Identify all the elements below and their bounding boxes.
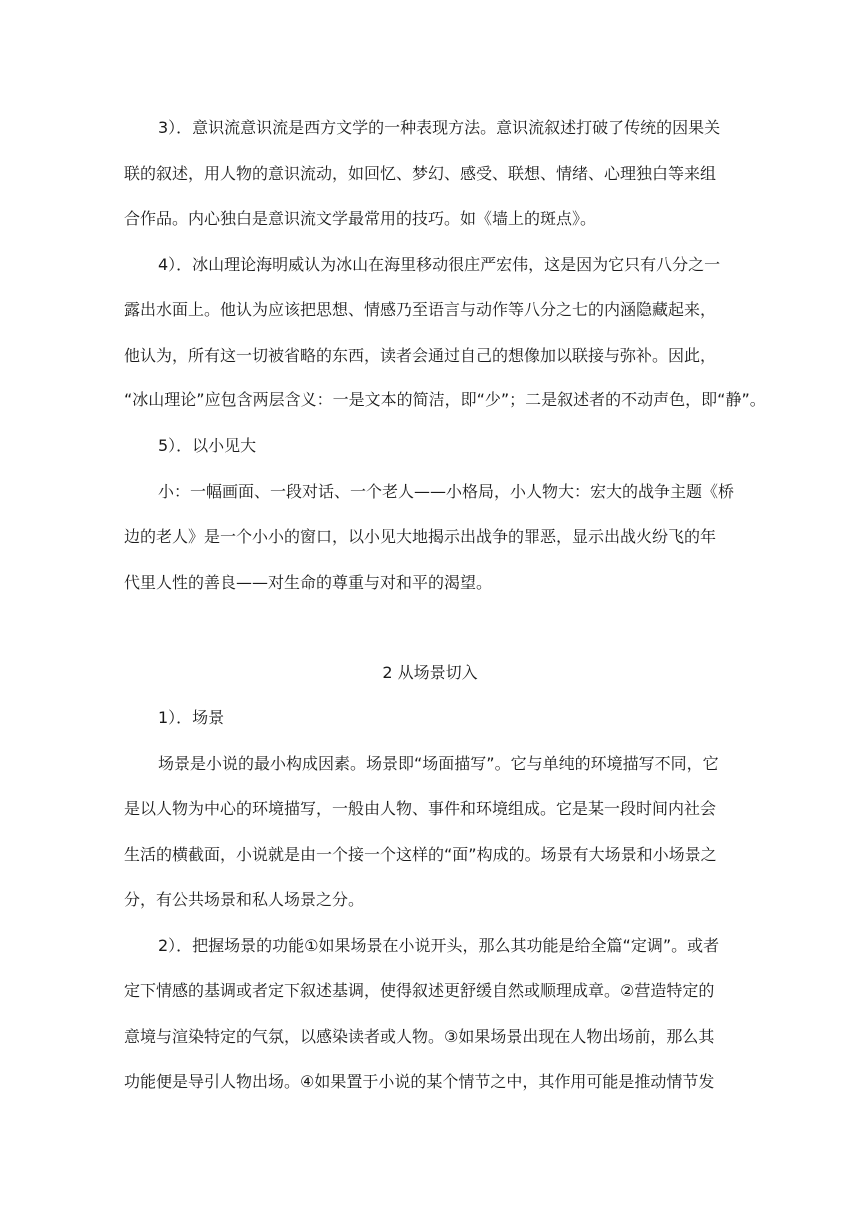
paragraph-scene-function-line-2: 定下情感的基调或者定下叙述基调，使得叙述更舒缓自然或顺理成章。②营造特定的 <box>124 981 715 1000</box>
paragraph-small-to-large-line-2: 边的老人》是一个小小的窗口，以小见大地揭示出战争的罪恶，显示出战火纷飞的年 <box>124 527 717 546</box>
paragraph-scene-function-line-3: 意境与渲染特定的气氛，以感染读者或人物。③如果场景出现在人物出场前，那么其 <box>124 1027 715 1046</box>
paragraph-stream-of-consciousness-line-2: 联的叙述，用人物的意识流动，如回忆、梦幻、感受、联想、情绪、心理独白等来组 <box>124 164 717 183</box>
paragraph-scene-function-line-1: 2）．把握场景的功能①如果场景在小说开头，那么其功能是给全篇“定调”。或者 <box>158 936 720 955</box>
paragraph-scene-line-1: 场景是小说的最小构成因素。场景即“场面描写”。它与单纯的环境描写不同，它 <box>158 754 719 773</box>
paragraph-iceberg-theory-line-4: “冰山理论”应包含两层含义：一是文本的简洁，即“少”；二是叙述者的不动声色，即“静”。 <box>124 390 766 409</box>
paragraph-small-to-large-line-1: 小：一幅画面、一段对话、一个老人——小格局，小人物大：宏大的战争主题《桥 <box>158 482 735 501</box>
paragraph-scene-line-2: 是以人物为中心的环境描写，一般由人物、事件和环境组成。它是某一段时间内社会 <box>124 799 717 818</box>
paragraph-scene-line-3: 生活的横截面，小说就是由一个接一个这样的“面”构成的。场景有大场景和小场景之 <box>124 845 717 864</box>
paragraph-iceberg-theory-line-2: 露出水面上。他认为应该把思想、情感乃至语言与动作等八分之七的内涵隐藏起来， <box>124 300 717 319</box>
section-title-scene: 2 从场景切入 <box>382 663 478 682</box>
paragraph-stream-of-consciousness-line-1: 3）．意识流意识流是西方文学的一种表现方法。意识流叙述打破了传统的因果关 <box>158 118 721 137</box>
paragraph-small-to-large-line-3: 代里人性的善良——对生命的尊重与对和平的渴望。 <box>124 573 493 592</box>
heading-scene: 1）．场景 <box>158 708 225 727</box>
paragraph-iceberg-theory-line-1: 4）．冰山理论海明威认为冰山在海里移动很庄严宏伟，这是因为它只有八分之一 <box>158 255 721 274</box>
paragraph-scene-line-4: 分，有公共场景和私人场景之分。 <box>124 890 365 909</box>
paragraph-iceberg-theory-line-3: 他认为，所有这一切被省略的东西，读者会通过自己的想像加以联接与弥补。因此， <box>124 346 717 365</box>
heading-small-to-large: 5）．以小见大 <box>158 436 257 455</box>
paragraph-scene-function-line-4: 功能便是导引人物出场。④如果置于小说的某个情节之中，其作用可能是推动情节发 <box>124 1072 715 1091</box>
paragraph-stream-of-consciousness-line-3: 合作品。内心独白是意识流文学最常用的技巧。如《墙上的斑点》。 <box>124 209 597 228</box>
